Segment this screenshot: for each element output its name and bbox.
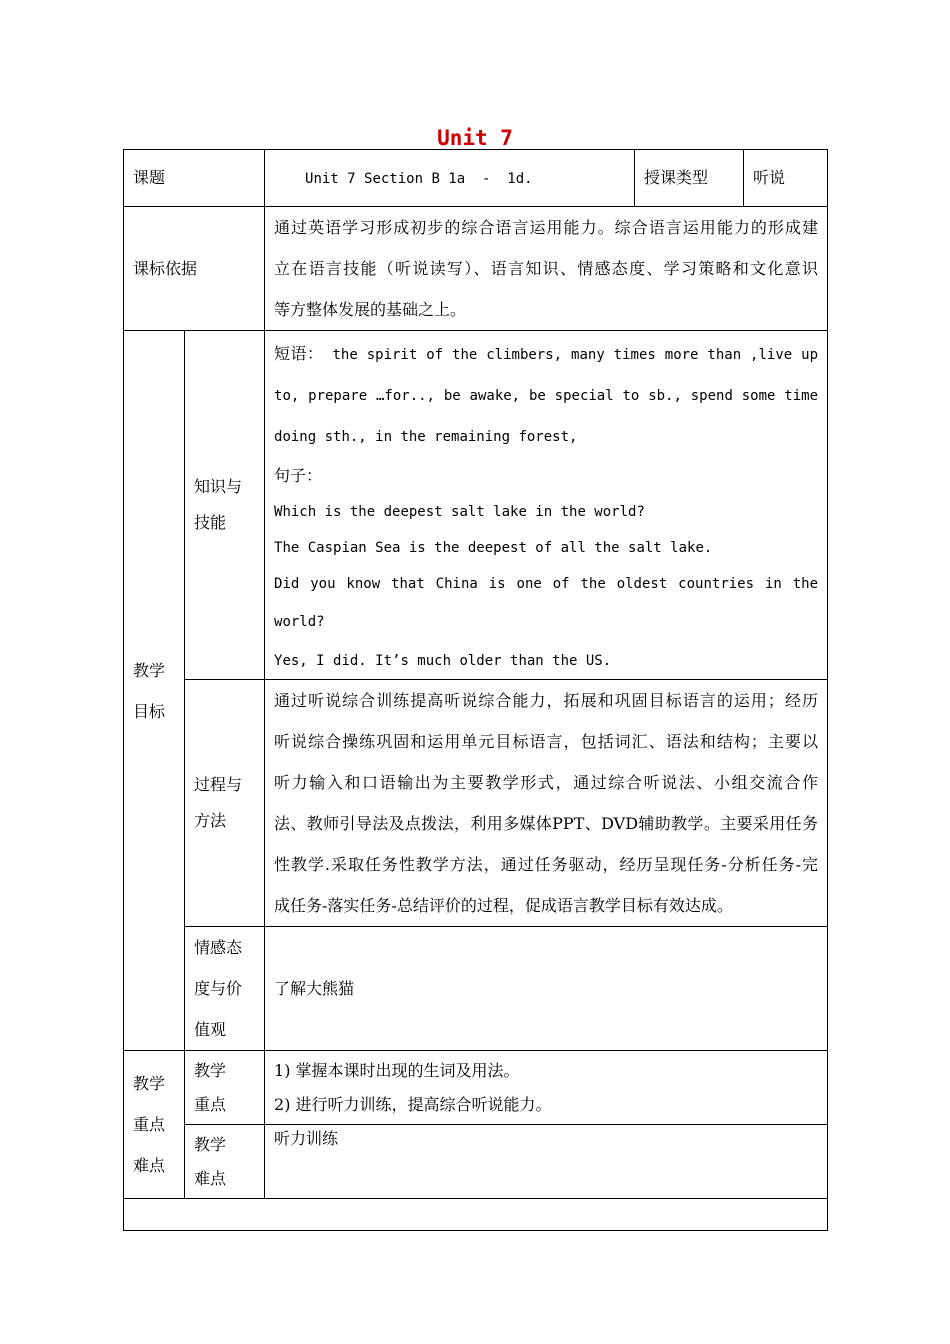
objectives-label-line: 目标 (133, 701, 166, 721)
process-label (185, 680, 265, 927)
process-line: 听说综合操练巩固和运用单元目标语言，包括词汇、语法和结构；主要以 (274, 732, 819, 751)
phrases-label: 短语： (274, 344, 324, 363)
topic-value (265, 150, 635, 207)
sentence: Yes, I did. It’s much older than the US. (274, 653, 612, 669)
sentences-label: 句子： (274, 466, 323, 485)
emotion-row (124, 927, 828, 1051)
knowledge-row (124, 331, 828, 680)
key-points-label-line: 重点 (194, 1094, 227, 1114)
key-points-label-line: 教学 (194, 1060, 227, 1080)
key-points-content (265, 1051, 828, 1125)
lesson-plan-table (123, 149, 828, 1231)
knowledge-label-line: 技能 (194, 513, 227, 532)
process-row (124, 680, 828, 927)
curriculum-content (265, 207, 828, 331)
phrases-line: doing sth., in the remaining forest, (274, 429, 578, 445)
process-line: 成任务-落实任务-总结评价的过程，促成语言教学目标有效达成。 (274, 896, 733, 915)
difficult-points-label (185, 1125, 265, 1199)
sentence: Did you know that China is one of the oldest countries in the (274, 576, 819, 592)
key-points-row (124, 1051, 828, 1125)
process-label-line: 过程与 (194, 775, 243, 794)
empty-cell (124, 1199, 828, 1231)
curriculum-label: 课标依据 (124, 207, 265, 331)
emotion-label-line: 情感态 (194, 938, 243, 957)
emotion-label-line: 度与价 (194, 979, 243, 998)
lesson-type-value: 听说 (744, 150, 828, 207)
process-line: 通过听说综合训练提高听说综合能力，拓展和巩固目标语言的运用；经历 (274, 691, 819, 710)
page-title: Unit 7 (437, 126, 513, 150)
objectives-label (124, 331, 185, 1051)
difficult-points-label-line: 教学 (194, 1134, 227, 1154)
key-point-item: 2) 进行听力训练，提高综合听说能力。 (274, 1094, 552, 1114)
process-line: 性教学.采取任务性教学方法，通过任务驱动，经历呈现任务-分析任务-完 (274, 855, 819, 874)
curriculum-line: 立在语言技能（听说读写）、语言知识、情感态度、学习策略和文化意识 (274, 259, 819, 278)
difficult-points-row (124, 1125, 828, 1199)
lesson-type-label: 授课类型 (635, 150, 744, 207)
key-point-item: 1) 掌握本课时出现的生词及用法。 (274, 1060, 520, 1080)
focus-label (124, 1051, 185, 1199)
curriculum-row (124, 207, 828, 331)
process-line: 法、教师引导法及点拨法，利用多媒体PPT、DVD辅助教学。主要采用任务 (274, 814, 819, 833)
curriculum-line: 等方整体发展的基础之上。 (274, 300, 467, 319)
sentence: world? (274, 614, 325, 630)
focus-label-line: 教学 (133, 1074, 166, 1093)
empty-row (124, 1199, 828, 1231)
knowledge-content (265, 331, 828, 680)
emotion-content: 了解大熊猫 (265, 927, 828, 1051)
phrases-line: to, prepare …for.., be awake, be special to sb., spend some time (274, 388, 819, 404)
knowledge-label-line: 知识与 (194, 477, 243, 496)
process-label-line: 方法 (194, 811, 227, 830)
objectives-label-line: 教学 (133, 660, 166, 680)
difficult-points-content: 听力训练 (265, 1125, 828, 1199)
phrases-text: the spirit of the climbers, many times more than ,live up (332, 347, 818, 363)
process-content (265, 680, 828, 927)
key-points-label (185, 1051, 265, 1125)
sentence: Which is the deepest salt lake in the world? (274, 504, 645, 520)
emotion-label-line: 值观 (194, 1020, 227, 1039)
curriculum-line: 通过英语学习形成初步的综合语言运用能力。综合语言运用能力的形成建 (274, 218, 819, 237)
topic-row (124, 150, 828, 207)
focus-label-line: 重点 (133, 1115, 166, 1134)
topic-text: Unit 7 Section B 1a - 1d. (305, 170, 533, 187)
process-line: 听力输入和口语输出为主要教学形式，通过综合听说法、小组交流合作 (274, 773, 819, 792)
topic-label: 课题 (124, 150, 265, 207)
knowledge-label (185, 331, 265, 680)
sentence: The Caspian Sea is the deepest of all the salt lake. (274, 540, 713, 556)
emotion-label (185, 927, 265, 1051)
difficult-points-label-line: 难点 (194, 1168, 227, 1188)
phrases-line (274, 333, 818, 376)
focus-label-line: 难点 (133, 1156, 166, 1175)
